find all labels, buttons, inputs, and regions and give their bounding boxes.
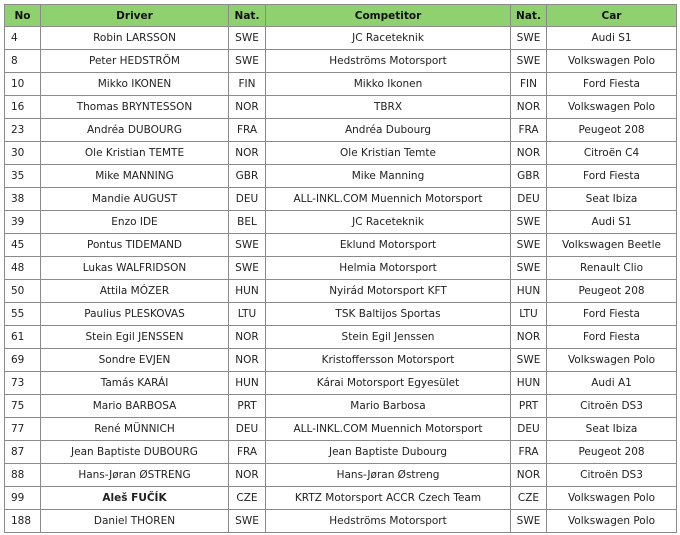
cell-driver-nationality: PRT: [229, 395, 266, 418]
cell-car: Peugeot 208: [547, 441, 677, 464]
cell-no: 39: [5, 211, 41, 234]
cell-car: Seat Ibiza: [547, 418, 677, 441]
cell-competitor-nationality: SWE: [511, 234, 547, 257]
table-row: [5, 441, 677, 464]
cell-no: 50: [5, 280, 41, 303]
cell-competitor: Eklund Motorsport: [266, 234, 511, 257]
cell-competitor-nationality: SWE: [511, 50, 547, 73]
cell-competitor: Hans-Jøran Østreng: [266, 464, 511, 487]
cell-driver-nationality: CZE: [229, 487, 266, 510]
cell-no: 99: [5, 487, 41, 510]
table-row: [5, 96, 677, 119]
cell-driver: Mandie AUGUST: [41, 188, 229, 211]
cell-competitor-nationality: CZE: [511, 487, 547, 510]
cell-driver: Robin LARSSON: [41, 27, 229, 50]
cell-car: Volkswagen Beetle: [547, 234, 677, 257]
cell-driver: Hans-Jøran ØSTRENG: [41, 464, 229, 487]
cell-competitor: Nyirád Motorsport KFT: [266, 280, 511, 303]
cell-driver-nationality: NOR: [229, 326, 266, 349]
cell-competitor-nationality: SWE: [511, 27, 547, 50]
cell-no: 75: [5, 395, 41, 418]
cell-competitor-nationality: HUN: [511, 280, 547, 303]
cell-driver-nationality: SWE: [229, 257, 266, 280]
cell-car: Ford Fiesta: [547, 326, 677, 349]
cell-competitor-nationality: GBR: [511, 165, 547, 188]
header-driver: Driver: [41, 5, 229, 27]
cell-driver-nationality: FIN: [229, 73, 266, 96]
cell-driver-nationality: SWE: [229, 234, 266, 257]
cell-competitor: Mike Manning: [266, 165, 511, 188]
cell-driver-nationality: NOR: [229, 464, 266, 487]
cell-driver-nationality: NOR: [229, 96, 266, 119]
cell-driver-nationality: DEU: [229, 418, 266, 441]
cell-driver: Andréa DUBOURG: [41, 119, 229, 142]
cell-driver-nationality: SWE: [229, 27, 266, 50]
cell-competitor: JC Raceteknik: [266, 211, 511, 234]
cell-competitor: TSK Baltijos Sportas: [266, 303, 511, 326]
cell-no: 88: [5, 464, 41, 487]
cell-competitor: Mikko Ikonen: [266, 73, 511, 96]
cell-no: 23: [5, 119, 41, 142]
cell-competitor-nationality: LTU: [511, 303, 547, 326]
cell-competitor: Stein Egil Jenssen: [266, 326, 511, 349]
cell-no: 45: [5, 234, 41, 257]
cell-driver: Peter HEDSTRÖM: [41, 50, 229, 73]
cell-driver: Paulius PLESKOVAS: [41, 303, 229, 326]
table-row: [5, 326, 677, 349]
cell-no: 87: [5, 441, 41, 464]
cell-competitor: Jean Baptiste Dubourg: [266, 441, 511, 464]
cell-competitor: Hedströms Motorsport: [266, 50, 511, 73]
cell-car: Volkswagen Polo: [547, 487, 677, 510]
table-row: [5, 464, 677, 487]
cell-competitor-nationality: SWE: [511, 257, 547, 280]
cell-driver: Mikko IKONEN: [41, 73, 229, 96]
header-competitor-nationality: Nat.: [511, 5, 547, 27]
cell-no: 77: [5, 418, 41, 441]
cell-car: Volkswagen Polo: [547, 349, 677, 372]
cell-no: 30: [5, 142, 41, 165]
entry-list-table: [4, 4, 677, 533]
cell-driver: Aleš FUČÍK: [41, 487, 229, 510]
cell-driver: Ole Kristian TEMTE: [41, 142, 229, 165]
cell-car: Citroën DS3: [547, 464, 677, 487]
cell-car: Peugeot 208: [547, 280, 677, 303]
cell-car: Ford Fiesta: [547, 73, 677, 96]
cell-competitor-nationality: FIN: [511, 73, 547, 96]
table-row: [5, 372, 677, 395]
cell-car: Renault Clio: [547, 257, 677, 280]
table-row: [5, 280, 677, 303]
cell-competitor: Ole Kristian Temte: [266, 142, 511, 165]
cell-competitor-nationality: PRT: [511, 395, 547, 418]
cell-car: Volkswagen Polo: [547, 510, 677, 533]
cell-driver-nationality: NOR: [229, 349, 266, 372]
cell-competitor-nationality: DEU: [511, 418, 547, 441]
cell-competitor: JC Raceteknik: [266, 27, 511, 50]
cell-no: 10: [5, 73, 41, 96]
cell-competitor: Kárai Motorsport Egyesület: [266, 372, 511, 395]
cell-driver: Jean Baptiste DUBOURG: [41, 441, 229, 464]
table-row: [5, 349, 677, 372]
cell-competitor: Mario Barbosa: [266, 395, 511, 418]
cell-no: 8: [5, 50, 41, 73]
cell-competitor-nationality: FRA: [511, 119, 547, 142]
cell-no: 35: [5, 165, 41, 188]
cell-driver: Enzo IDE: [41, 211, 229, 234]
cell-no: 55: [5, 303, 41, 326]
table-row: [5, 50, 677, 73]
cell-car: Peugeot 208: [547, 119, 677, 142]
cell-no: 38: [5, 188, 41, 211]
cell-car: Citroën DS3: [547, 395, 677, 418]
cell-driver: Lukas WALFRIDSON: [41, 257, 229, 280]
header-no: No: [5, 5, 41, 27]
table-row: [5, 142, 677, 165]
cell-competitor: ALL-INKL.COM Muennich Motorsport: [266, 188, 511, 211]
cell-car: Volkswagen Polo: [547, 50, 677, 73]
cell-competitor: TBRX: [266, 96, 511, 119]
cell-competitor-nationality: FRA: [511, 441, 547, 464]
cell-competitor-nationality: SWE: [511, 211, 547, 234]
cell-car: Audi S1: [547, 211, 677, 234]
cell-no: 73: [5, 372, 41, 395]
cell-car: Ford Fiesta: [547, 165, 677, 188]
cell-driver-nationality: LTU: [229, 303, 266, 326]
cell-competitor-nationality: SWE: [511, 510, 547, 533]
cell-no: 4: [5, 27, 41, 50]
cell-driver-nationality: BEL: [229, 211, 266, 234]
cell-driver-nationality: FRA: [229, 119, 266, 142]
table-row: [5, 211, 677, 234]
cell-car: Ford Fiesta: [547, 303, 677, 326]
cell-driver: Attila MÓZER: [41, 280, 229, 303]
table-row: [5, 487, 677, 510]
table-row: [5, 188, 677, 211]
header-car: Car: [547, 5, 677, 27]
cell-car: Volkswagen Polo: [547, 96, 677, 119]
cell-driver-nationality: SWE: [229, 50, 266, 73]
header-competitor: Competitor: [266, 5, 511, 27]
cell-car: Audi S1: [547, 27, 677, 50]
table-row: [5, 119, 677, 142]
header-driver-nationality: Nat.: [229, 5, 266, 27]
cell-driver-nationality: NOR: [229, 142, 266, 165]
cell-driver: Sondre EVJEN: [41, 349, 229, 372]
cell-driver-nationality: FRA: [229, 441, 266, 464]
cell-competitor-nationality: NOR: [511, 142, 547, 165]
cell-car: Audi A1: [547, 372, 677, 395]
cell-competitor-nationality: NOR: [511, 96, 547, 119]
cell-no: 188: [5, 510, 41, 533]
cell-competitor: ALL-INKL.COM Muennich Motorsport: [266, 418, 511, 441]
cell-competitor: Hedströms Motorsport: [266, 510, 511, 533]
cell-car: Seat Ibiza: [547, 188, 677, 211]
cell-driver: Tamás KARÁI: [41, 372, 229, 395]
cell-driver: Daniel THOREN: [41, 510, 229, 533]
cell-competitor: Kristoffersson Motorsport: [266, 349, 511, 372]
cell-competitor-nationality: NOR: [511, 326, 547, 349]
cell-no: 16: [5, 96, 41, 119]
cell-no: 61: [5, 326, 41, 349]
cell-driver: René MÜNNICH: [41, 418, 229, 441]
table-row: [5, 73, 677, 96]
cell-driver: Pontus TIDEMAND: [41, 234, 229, 257]
cell-driver: Mike MANNING: [41, 165, 229, 188]
cell-car: Citroën C4: [547, 142, 677, 165]
cell-competitor-nationality: DEU: [511, 188, 547, 211]
table-row: [5, 165, 677, 188]
cell-driver-nationality: HUN: [229, 280, 266, 303]
cell-competitor-nationality: SWE: [511, 349, 547, 372]
table-row: [5, 418, 677, 441]
table-row: [5, 27, 677, 50]
cell-driver: Stein Egil JENSSEN: [41, 326, 229, 349]
table-row: [5, 303, 677, 326]
cell-driver-nationality: SWE: [229, 510, 266, 533]
table-row: [5, 395, 677, 418]
cell-driver-nationality: GBR: [229, 165, 266, 188]
cell-driver: Thomas BRYNTESSON: [41, 96, 229, 119]
cell-competitor-nationality: NOR: [511, 464, 547, 487]
header-row: [5, 5, 677, 27]
table-row: [5, 510, 677, 533]
table-row: [5, 257, 677, 280]
cell-competitor: Andréa Dubourg: [266, 119, 511, 142]
cell-no: 69: [5, 349, 41, 372]
table-row: [5, 234, 677, 257]
cell-competitor: Helmia Motorsport: [266, 257, 511, 280]
cell-competitor: KRTZ Motorsport ACCR Czech Team: [266, 487, 511, 510]
cell-competitor-nationality: HUN: [511, 372, 547, 395]
cell-driver-nationality: DEU: [229, 188, 266, 211]
cell-no: 48: [5, 257, 41, 280]
cell-driver: Mario BARBOSA: [41, 395, 229, 418]
cell-driver-nationality: HUN: [229, 372, 266, 395]
